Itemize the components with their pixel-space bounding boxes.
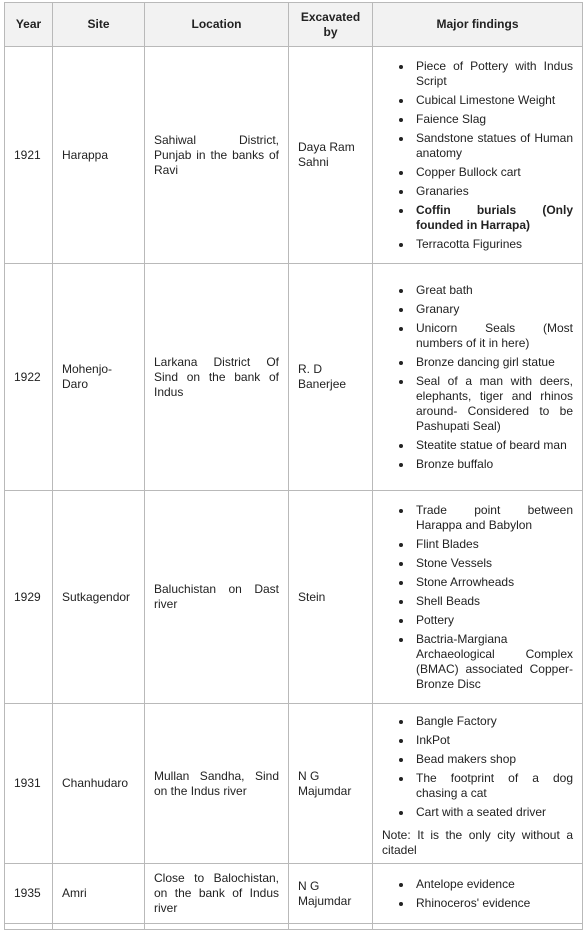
site-cell: Harappa (53, 47, 145, 264)
bullet-icon (399, 65, 403, 69)
list-item (416, 594, 573, 609)
bullet-icon (399, 118, 403, 122)
list-item (416, 112, 573, 127)
finding-text: Cubical Limestone Weight (416, 92, 556, 107)
finding-text: Pottery (416, 612, 455, 627)
finding-text: Flint Blades (416, 536, 479, 551)
bullet-icon (399, 720, 403, 724)
finding-text: Coffin burials (Only founded in Harrapa) (416, 202, 573, 232)
bullet-icon (399, 308, 403, 312)
finding-text: Bangle Factory (416, 713, 497, 728)
list-item (416, 93, 573, 108)
findings-list (382, 59, 573, 252)
table-row-partial (5, 924, 583, 930)
year-cell: 1931 (5, 704, 53, 864)
table-row (5, 704, 583, 864)
bullet-icon (399, 811, 403, 815)
finding-text: Terracotta Figurines (416, 236, 523, 251)
location-cell: Sahiwal District, Punjab in the banks of Ravi (145, 47, 289, 264)
findings-cell (373, 864, 583, 924)
bullet-icon (399, 327, 403, 331)
table-row (5, 491, 583, 704)
excavated-by-cell: R. D Banerjee (289, 264, 373, 491)
indus-sites-table (4, 2, 583, 930)
bullet-icon (399, 638, 403, 642)
finding-text: Bronze buffalo (416, 456, 494, 471)
table-row (5, 864, 583, 924)
bullet-icon (399, 99, 403, 103)
list-item (416, 283, 573, 298)
partial-cell (373, 924, 583, 930)
table-row (5, 264, 583, 491)
bullet-icon (399, 190, 403, 194)
bullet-icon (399, 739, 403, 743)
finding-text: Great bath (416, 282, 473, 297)
bullet-icon (399, 243, 403, 247)
finding-text: Sandstone statues of Human anatomy (416, 130, 573, 160)
bullet-icon (399, 902, 403, 906)
finding-text: Bronze dancing girl statue (416, 354, 555, 369)
findings-cell (373, 264, 583, 491)
list-item (416, 714, 573, 729)
header-location: Location (145, 3, 289, 47)
site-cell: Mohenjo-Daro (53, 264, 145, 491)
list-item (416, 237, 573, 252)
list-item (416, 752, 573, 767)
findings-list (382, 283, 573, 472)
list-item (416, 438, 573, 453)
finding-text: Copper Bullock cart (416, 164, 521, 179)
list-item (416, 632, 573, 692)
bullet-icon (399, 209, 403, 213)
finding-text: Bead makers shop (416, 751, 517, 766)
location-cell: Baluchistan on Dast river (145, 491, 289, 704)
bullet-icon (399, 137, 403, 141)
excavated-by-cell: N G Majumdar (289, 864, 373, 924)
list-item (416, 374, 573, 434)
year-cell: 1935 (5, 864, 53, 924)
location-cell: Mullan Sandha, Sind on the Indus river (145, 704, 289, 864)
bullet-icon (399, 361, 403, 365)
site-cell: Chanhudaro (53, 704, 145, 864)
year-cell: 1929 (5, 491, 53, 704)
list-item (416, 355, 573, 370)
list-item (416, 556, 573, 571)
excavated-by-cell: Daya Ram Sahni (289, 47, 373, 264)
list-item (416, 503, 573, 533)
location-cell: Larkana District Of Sind on the bank of Indus (145, 264, 289, 491)
bullet-icon (399, 581, 403, 585)
bullet-icon (399, 171, 403, 175)
bullet-icon (399, 758, 403, 762)
finding-text: Unicorn Seals (Most numbers of it in here) (416, 320, 573, 350)
list-item (416, 321, 573, 351)
table-row (5, 47, 583, 264)
finding-text: Rhinoceros' evidence (416, 895, 531, 910)
finding-text: Trade point between Harappa and Babylon (416, 502, 573, 532)
finding-text: Steatite statue of beard man (416, 437, 567, 452)
header-major-findings: Major findings (373, 3, 583, 47)
bullet-icon (399, 543, 403, 547)
year-cell: 1922 (5, 264, 53, 491)
finding-text: Granaries (416, 183, 469, 198)
excavated-by-cell: Stein (289, 491, 373, 704)
partial-cell (145, 924, 289, 930)
list-item (416, 877, 573, 892)
finding-text: Faience Slag (416, 111, 487, 126)
finding-text: Seal of a man with deers, elephants, tiger and rhinos around- Considered to be Pashupati Seal) (416, 373, 573, 433)
finding-text: Cart with a seated driver (416, 804, 547, 819)
finding-text: Stone Vessels (416, 555, 493, 570)
findings-list (382, 714, 573, 820)
bullet-icon (399, 463, 403, 467)
findings-list (382, 503, 573, 692)
bullet-icon (399, 883, 403, 887)
header-site: Site (53, 3, 145, 47)
bullet-icon (399, 562, 403, 566)
finding-text: Shell Beads (416, 593, 481, 608)
partial-cell (53, 924, 145, 930)
site-cell: Sutkagendor (53, 491, 145, 704)
findings-list (382, 877, 573, 911)
partial-cell (289, 924, 373, 930)
year-cell: 1921 (5, 47, 53, 264)
findings-cell (373, 47, 583, 264)
list-item (416, 302, 573, 317)
list-item (416, 771, 573, 801)
bullet-icon (399, 619, 403, 623)
findings-table-container (4, 2, 583, 930)
list-item (416, 537, 573, 552)
bullet-icon (399, 380, 403, 384)
list-item (416, 805, 573, 820)
finding-text: Granary (416, 301, 460, 316)
location-cell: Close to Balochistan, on the bank of Indus river (145, 864, 289, 924)
header-year: Year (5, 3, 53, 47)
list-item (416, 59, 573, 89)
site-cell: Amri (53, 864, 145, 924)
table-header-row (5, 3, 583, 47)
list-item (416, 896, 573, 911)
bullet-icon (399, 289, 403, 293)
list-item (416, 457, 573, 472)
list-item (416, 165, 573, 180)
findings-cell (373, 491, 583, 704)
bullet-icon (399, 777, 403, 781)
finding-text: Bactria-Margiana Archaeological Complex (BMAC) associated Copper-Bronze Disc (416, 631, 573, 691)
list-item (416, 131, 573, 161)
findings-note: Note: It is the only city without a citadel (382, 827, 573, 857)
list-item (416, 184, 573, 199)
partial-cell (5, 924, 53, 930)
header-excavated-by: Excavated by (289, 3, 373, 47)
excavated-by-cell: N G Majumdar (289, 704, 373, 864)
finding-text: Stone Arrowheads (416, 574, 515, 589)
bullet-icon (399, 509, 403, 513)
findings-cell (373, 704, 583, 864)
bullet-icon (399, 444, 403, 448)
bullet-icon (399, 600, 403, 604)
list-item (416, 203, 573, 233)
list-item (416, 733, 573, 748)
list-item (416, 575, 573, 590)
finding-text: InkPot (416, 732, 451, 747)
finding-text: Antelope evidence (416, 876, 515, 891)
finding-text: The footprint of a dog chasing a cat (416, 770, 573, 800)
finding-text: Piece of Pottery with Indus Script (416, 58, 573, 88)
list-item (416, 613, 573, 628)
